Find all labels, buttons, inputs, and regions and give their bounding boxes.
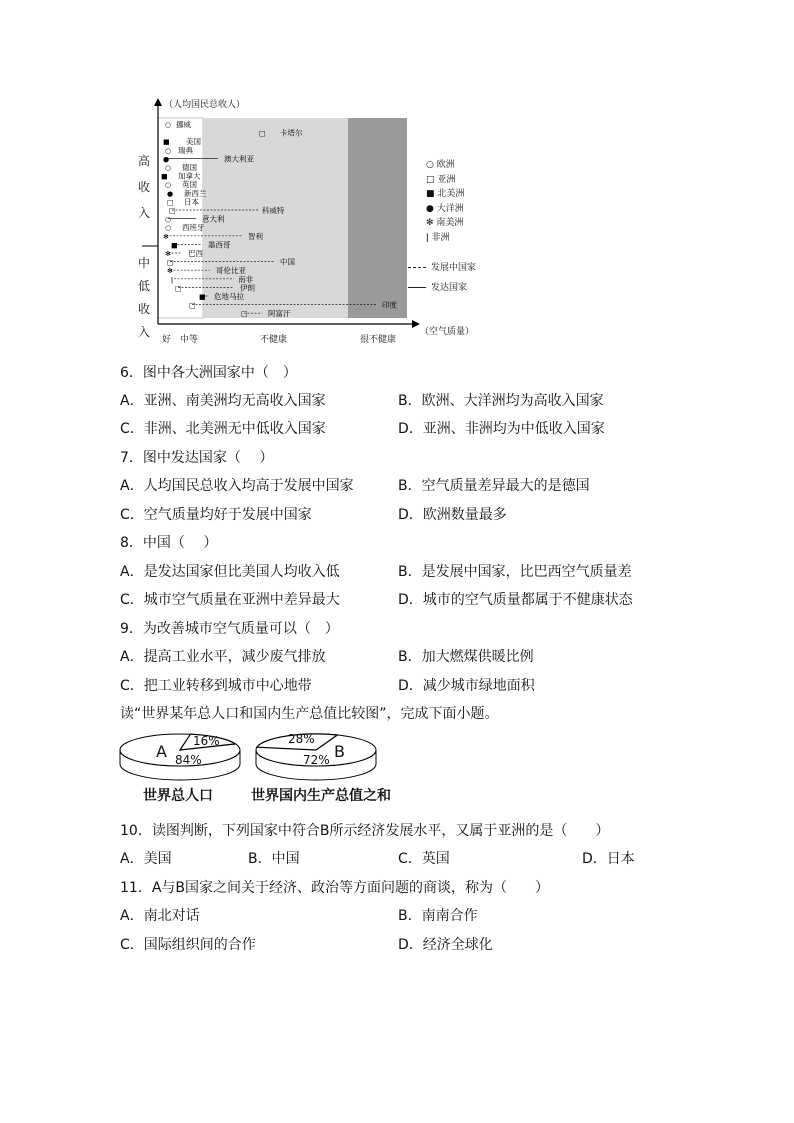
q10-option-b: B．中国 <box>248 851 300 867</box>
y-axis-arrow <box>154 98 162 106</box>
q8-option-c: C．城市空气质量在亚洲中差异最大 <box>120 592 340 608</box>
marker-start-14: ■ <box>171 241 178 250</box>
country-label-19: 伊朗 <box>240 283 255 293</box>
pie-a-caption: 世界总人口 <box>143 788 213 804</box>
country-label-13: 智利 <box>248 231 263 241</box>
pie-b-letter: B <box>334 742 345 761</box>
q6-option-c: C．非洲、北美洲无中低收入国家 <box>120 421 326 437</box>
legend-continent-5: ǀ 非洲 <box>426 232 450 243</box>
legend-continent-3: ● 大洋洲 <box>426 203 464 214</box>
line-legend <box>408 258 476 298</box>
country-label-18: 南非 <box>238 274 253 284</box>
q9-option-c: C．把工业转移到城市中心地带 <box>120 678 312 694</box>
y-label-high <box>138 148 150 226</box>
legend-continent-4: ✻ 南美洲 <box>426 218 464 228</box>
legend-continent-1: □ 亚洲 <box>426 174 456 185</box>
country-label-5: 德国 <box>182 163 197 172</box>
country-label-6: 加拿大 <box>178 171 201 181</box>
x-axis-title: （空气质量） <box>420 327 475 337</box>
country-label-21: 印度 <box>382 300 397 310</box>
y-low-char-1: 低 <box>138 279 151 293</box>
country-label-20: 危地马拉 <box>214 292 244 301</box>
q10-option-d: D．日本 <box>582 851 635 867</box>
q9-option-a: A．提高工业水平，减少废气排放 <box>120 649 326 665</box>
marker-start-21: □ <box>189 301 196 310</box>
q11-option-b: B．南南合作 <box>398 908 478 924</box>
q8-option-d: D．城市的空气质量都属于不健康状态 <box>398 592 633 608</box>
marker-start-7: ○ <box>165 181 172 190</box>
x-tick-very-unhealthy: 很不健康 <box>360 335 397 345</box>
q6-option-d: D．亚洲、非洲均为中低收入国家 <box>398 421 605 437</box>
q9-option-d: D．减少城市绿地面积 <box>398 678 535 694</box>
question-10: 10．读图判断，下列国家中符合B所示经济发展水平，又属于亚洲的是（ ） <box>120 823 610 839</box>
marker-start-0: ○ <box>165 121 172 129</box>
pie-b-large-pct: 72% <box>303 753 330 767</box>
marker-start-13: ✻ <box>163 232 169 241</box>
zone-unhealthy <box>203 118 348 318</box>
q11-option-c: C．国际组织间的合作 <box>120 937 256 953</box>
marker-start-5: ○ <box>165 164 172 172</box>
marker-start-20: ■ <box>199 293 206 301</box>
q8-option-a: A．是发达国家但比美国人均收入低 <box>120 564 340 580</box>
marker-start-19: □ <box>175 284 182 293</box>
legend-line-0 <box>408 258 476 278</box>
pie-a-large-pct: 84% <box>175 753 202 767</box>
pie-b-small-pct: 28% <box>288 732 315 746</box>
country-label-7: 英国 <box>182 180 197 190</box>
pie-b-caption: 世界国内生产总值之和 <box>251 788 391 804</box>
x-tick-good: 好 <box>162 335 172 345</box>
marker-start-10: □ <box>169 207 176 215</box>
y-low-char-0: 中 <box>138 256 151 270</box>
legend-line-1 <box>408 278 476 298</box>
question-11: 11．A与B国家之间关于经济、政治等方面问题的商谈，称为（ ） <box>120 880 549 896</box>
legend-line-swatch-1 <box>408 287 426 288</box>
q6-option-b: B．欧洲、大洋洲均为高收入国家 <box>398 393 604 409</box>
country-label-4: 澳大利亚 <box>224 154 254 164</box>
q8-option-b: B．是发展中国家，比巴西空气质量差 <box>398 564 632 580</box>
country-label-14: 墨西哥 <box>208 240 231 250</box>
country-label-15: 巴西 <box>188 249 203 258</box>
country-label-17: 哥伦比亚 <box>216 266 246 276</box>
q11-option-d: D．经济全球化 <box>398 937 493 953</box>
q7-option-d: D．欧洲数量最多 <box>398 507 507 523</box>
marker-start-8: ● <box>167 189 174 198</box>
y-low-char-2: 收 <box>138 302 151 316</box>
y-label-low <box>138 252 150 344</box>
marker-start-15: ✻ <box>165 250 171 258</box>
marker-start-12: ○ <box>165 224 172 233</box>
intro-text: 读“世界某年总人口和国内生产总值比较图”，完成下面小题。 <box>120 706 499 722</box>
zone-very-unhealthy <box>348 118 407 318</box>
pie-a-small-pct: 16% <box>193 734 220 748</box>
q10-option-c: C．英国 <box>398 851 450 867</box>
x-tick-moderate: 中等 <box>180 335 199 345</box>
marker-start-11: ○ <box>165 215 172 224</box>
marker-start-6: ■ <box>161 172 168 181</box>
legend-continent-0: ○ 欧洲 <box>426 160 455 170</box>
q9-option-b: B．加大燃煤供暖比例 <box>398 649 534 665</box>
marker-start-9: □ <box>167 198 174 207</box>
legend-line-swatch-0 <box>408 267 426 268</box>
marker-start-4: ● <box>163 155 170 164</box>
question-7: 7．图中发达国家（ ） <box>120 450 274 466</box>
country-label-11: 意大利 <box>202 214 225 224</box>
q7-option-c: C．空气质量均好于发展中国家 <box>120 507 312 523</box>
marker-start-3: ○ <box>165 146 172 155</box>
q10-option-a: A．美国 <box>120 851 172 867</box>
continent-legend <box>426 158 464 245</box>
country-label-0: 挪威 <box>176 120 191 129</box>
country-label-10: 科威特 <box>262 206 285 215</box>
question-6: 6．图中各大洲国家中（ ） <box>120 365 297 381</box>
legend-continent-2: ■ 北美洲 <box>426 189 465 199</box>
y-axis-title: （人均国民总收人） <box>164 100 246 110</box>
country-label-8: 新西兰 <box>184 188 207 198</box>
marker-start-22: □ <box>241 310 248 319</box>
x-axis-arrow <box>412 320 420 328</box>
y-high-char-0: 高 <box>138 154 151 168</box>
pie-a-letter: A <box>156 742 167 761</box>
marker-start-18: ǀ <box>171 275 174 284</box>
country-label-2: 美国 <box>186 137 201 147</box>
q11-option-a: A．南北对话 <box>120 908 200 924</box>
country-label-1: 卡塔尔 <box>280 128 303 138</box>
question-9: 9．为改善城市空气质量可以（ ） <box>120 621 339 637</box>
q7-option-b: B．空气质量差异最大的是德国 <box>398 478 590 494</box>
legend-line-label-1: 发达国家 <box>431 283 468 293</box>
country-label-3: 瑞典 <box>178 145 193 155</box>
marker-start-1: □ <box>259 129 266 138</box>
country-label-22: 阿富汗 <box>268 309 291 319</box>
marker-start-16: □ <box>167 258 174 267</box>
q6-option-a: A．亚洲、南美洲均无高收入国家 <box>120 393 326 409</box>
legend-line-label-0: 发展中国家 <box>431 263 477 273</box>
country-label-9: 日本 <box>184 197 199 207</box>
marker-start-2: ■ <box>163 138 170 147</box>
question-8: 8．中国（ ） <box>120 535 218 551</box>
y-high-char-1: 收 <box>138 180 151 194</box>
marker-start-17: ✻ <box>167 267 173 276</box>
chart-svg <box>138 96 418 351</box>
q7-option-a: A．人均国民总收入均高于发展中国家 <box>120 478 354 494</box>
y-low-char-3: 入 <box>138 325 151 339</box>
country-label-16: 中国 <box>280 257 295 267</box>
x-tick-unhealthy: 不健康 <box>260 335 288 345</box>
y-high-char-2: 入 <box>138 206 151 220</box>
country-label-12: 西班牙 <box>182 223 205 233</box>
